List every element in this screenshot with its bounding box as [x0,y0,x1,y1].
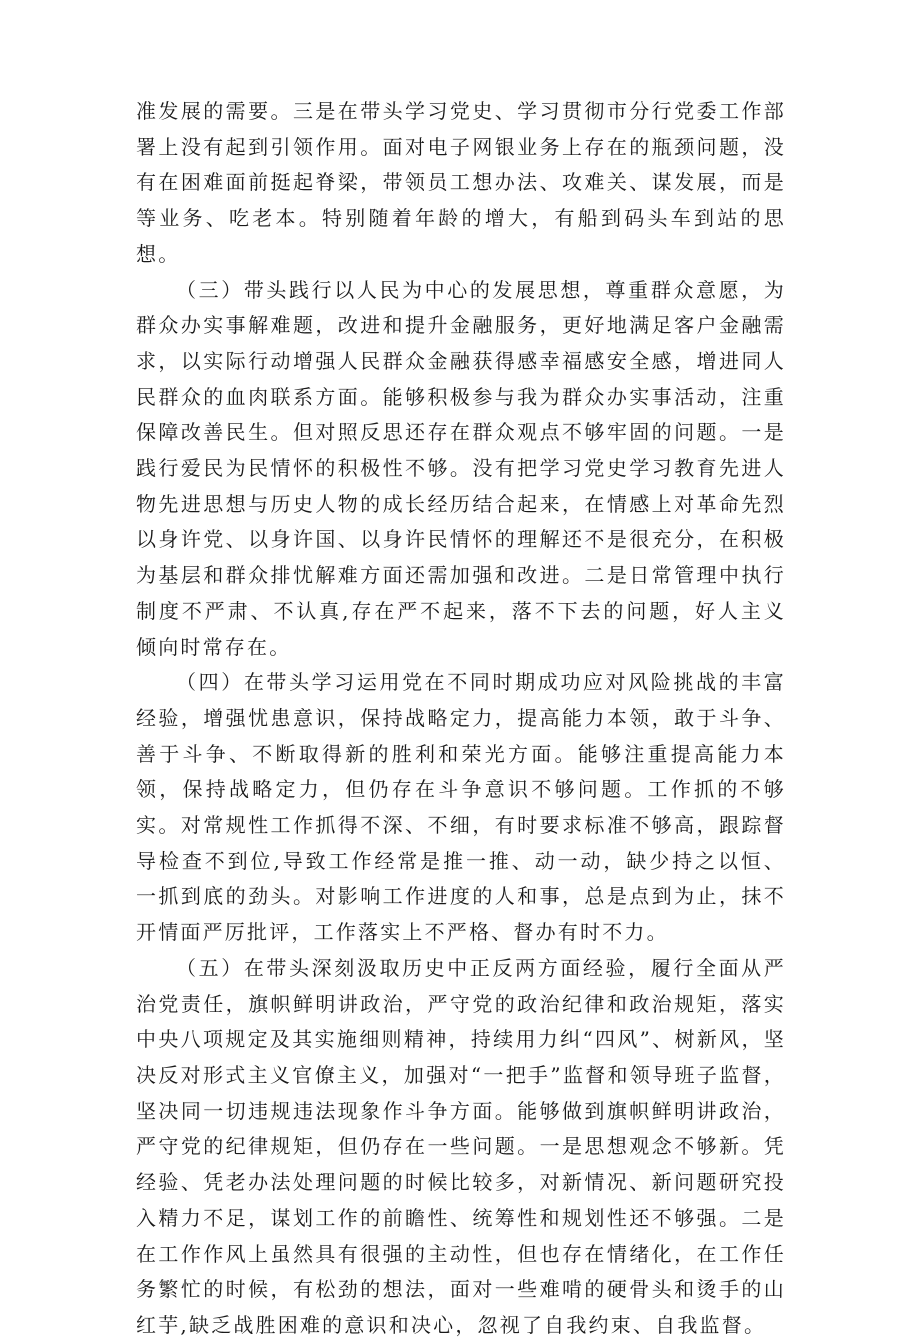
paragraph-section-five: （五）在带头深刻汲取历史中正反两方面经验，履行全面从严治党责任，旗帜鲜明讲政治，严守党的政治纪律和政治规矩，落实中央八项规定及其实施细则精神，持续用力纠“四风”、树新风，坚决反对形式主义官僚主义，加强对“一把手”监督和领导班子监督，坚决同一切违规违法现象作斗争方面。能够做到旗帜鲜明讲政治，严守党的纪律规矩，但仍存在一些问题。一是思想观念不够新。凭经验、凭老办法处理问题的时候比较多，对新情况、新问题研究投入精力不足，谋划工作的前瞻性、统筹性和规划性还不够强。二是在工作作风上虽然具有很强的主动性，但也存在情绪化，在工作任务繁忙的时候，有松劲的想法，面对一些难啃的硬骨头和烫手的山红芋,缺乏战胜困难的意识和决心，忽视了自我约束、自我监督。 [136,955,786,1337]
paragraph-section-three: （三）带头践行以人民为中心的发展思想，尊重群众意愿，为群众办实事解难题，改进和提升金融服务，更好地满足客户金融需求，以实际行动增强人民群众金融获得感幸福感安全感，增进同人民群众的血肉联系方面。能够积极参与我为群众办实事活动，注重保障改善民生。但对照反思还存在群众观点不够牢固的问题。一是践行爱民为民情怀的积极性不够。没有把学习党史学习教育先进人物先进思想与历史人物的成长经历结合起来，在情感上对革命先烈以身许党、以身许国、以身许民情怀的理解还不是很充分，在积极为基层和群众排忧解难方面还需加强和改进。二是日常管理中执行制度不严肃、不认真,存在严不起来，落不下去的问题，好人主义倾向时常存在。 [136,277,786,659]
paragraph-section-four: （四）在带头学习运用党在不同时期成功应对风险挑战的丰富经验，增强忧患意识，保持战略定力，提高能力本领，敢于斗争、善于斗争、不断取得新的胜利和荣光方面。能够注重提高能力本领，保持战略定力，但仍存在斗争意识不够问题。工作抓的不够实。对常规性工作抓得不深、不细，有时要求标准不够高，跟踪督导检查不到位,导致工作经常是推一推、动一动，缺少持之以恒、一抓到底的劲头。对影响工作进度的人和事，总是点到为止，抹不开情面严厉批评，工作落实上不严格、督办有时不力。 [136,670,786,945]
document-page [136,94,786,1344]
paragraph-continuation: 准发展的需要。三是在带头学习党史、学习贯彻市分行党委工作部署上没有起到引领作用。面对电子网银业务上存在的瓶颈问题，没有在困难面前挺起脊梁，带领员工想办法、攻难关、谋发展，而是等业务、吃老本。特别随着年龄的增大，有船到码头车到站的思想。 [136,99,786,266]
